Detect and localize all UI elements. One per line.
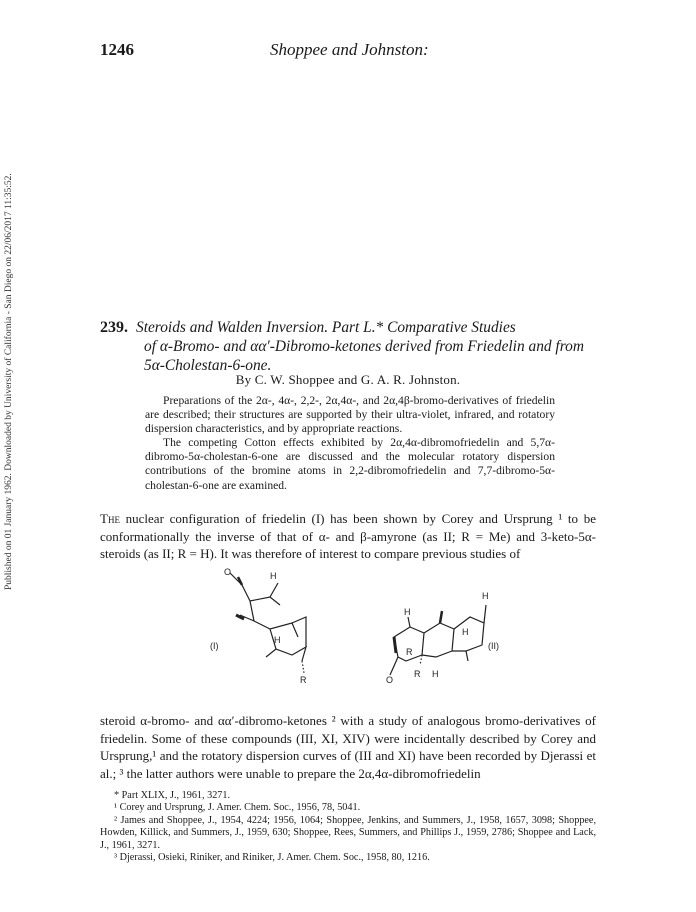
body-text-2: steroid α-bromo- and αα′-dibromo-ketones ² with a study of analogous bromo-derivatives of friedelin. Some of these compounds (III, XI, XIV) were incidentally described by Corey and Ursprung,¹ and the rotatory dispersion curves of (III and XI) have been recorded by Djerassi et al.; ³ the latter authors were unable to prepare the 2α,4α-dibromofriedelin	[100, 713, 596, 781]
atom-o-II: O	[386, 675, 394, 685]
footnotes	[100, 790, 596, 864]
structure-I	[230, 573, 306, 673]
article-number: 239.	[100, 319, 128, 336]
body-text-1-content: nuclear configuration of friedelin (I) has been shown by Corey and Ursprung ¹ to be conformationally the inverse of that of α- and β-amyrone (as II; R = Me) and 3-keto-5α-steroids (as II; R = H). It was therefore of interest to compare previous studies of	[100, 511, 596, 561]
page-header	[100, 40, 596, 64]
atom-h-II-right: H	[462, 627, 469, 637]
atom-h-II-top: H	[482, 591, 489, 601]
title-line-1	[100, 318, 600, 337]
atom-h-I-mid: H	[274, 635, 281, 645]
atom-r-I: R	[300, 675, 307, 685]
article-title	[100, 318, 600, 375]
footnote-2: ² James and Shoppee, J., 1954, 4224; 1956, 1064; Shoppee, Jenkins, and Summers, J., 1958, 1657, 3098; Shoppee, Howden, Killick, and Summers, J., 1959, 630; Shoppee, Rees, Summers, and Phillips J., 1959, 2786; Shoppee and Lack, J., 1961, 3271.	[100, 814, 596, 851]
atom-o-I: O	[224, 567, 232, 577]
compound-label-II: (II)	[488, 641, 499, 651]
abstract-paragraph-2: The competing Cotton effects exhibited by 2α,4α-dibromofriedelin and 5,7α-dibromo-5α-cholestan-6-one are discussed and the molecular rotatory dispersion contributions of the bromine atoms in 2,2-dibromofriedelin and 7,7-dibromo-5α-cholestan-6-one are examined.	[145, 436, 555, 492]
running-title: Shoppee and Johnston:	[270, 40, 429, 59]
author-line: By C. W. Shoppee and G. A. R. Johnston.	[235, 372, 461, 387]
download-watermark	[4, 90, 18, 590]
footnote-star: * Part XLIX, J., 1961, 3271.	[114, 790, 231, 801]
atom-r-II-lower: R	[414, 669, 421, 679]
atom-r-II-upper: R	[406, 647, 413, 657]
abstract-paragraph-1: Preparations of the 2α-, 4α-, 2,2-, 2α,4α-, and 2α,4β-bromo-derivatives of friedelin are described; their structures are supported by their ultra-violet, infrared, and rotatory dispersion characteristics, and by appropriate reactions.	[145, 394, 555, 436]
page-number: 1246	[100, 40, 134, 59]
title-line-1-text: Steroids and Walden Inversion. Part L.* Comparative Studies	[136, 319, 516, 336]
download-note: Published on 01 January 1962. Downloaded by University of California - San Diego on 22/06/2017 11:35:52.	[4, 173, 14, 590]
title-line-2: of α-Bromo- and αα′-Dibromo-ketones derived from Friedelin and from	[144, 338, 584, 355]
body-text-1	[100, 510, 596, 563]
structure-figure	[210, 565, 510, 685]
abstract	[145, 394, 555, 493]
atom-h-II-left: H	[404, 607, 411, 617]
footnote-3: ³ Djerassi, Osieki, Riniker, and Riniker, J. Amer. Chem. Soc., 1958, 80, 1216.	[114, 852, 430, 864]
atom-h-II-lower: H	[432, 669, 439, 679]
body-paragraph-1	[100, 510, 596, 563]
atom-h-I-top: H	[270, 571, 277, 581]
lead-word: The	[100, 511, 120, 526]
body-paragraph-2	[100, 712, 596, 782]
footnote-1: ¹ Corey and Ursprung, J. Amer. Chem. Soc., 1956, 78, 5041.	[114, 802, 361, 814]
compound-label-I: (I)	[210, 641, 219, 651]
title-line-3: 5α-Cholestan-6-one.	[144, 357, 272, 374]
